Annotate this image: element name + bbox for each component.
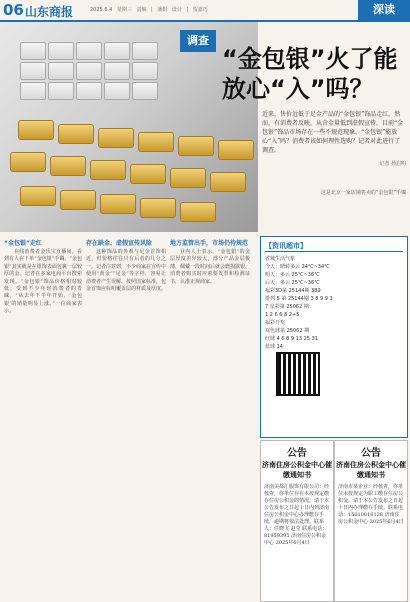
info-line: 7 星彩第 25062 期： bbox=[265, 304, 314, 310]
info-line: 福彩3D第 25144期 389 bbox=[265, 288, 321, 294]
info-line: 明天：多云 25℃~36℃ bbox=[265, 272, 320, 278]
ad-subtitle: 济南住房公积金中心催缴通知书 bbox=[336, 461, 406, 479]
column-text-3: 业内人士表示，“金包银”的金层厚度差异较大，部分产品金层极薄，佩戴一段时间后就会磨损露银。消费者购买时应索要发票和检测证书，认准正规商家。 bbox=[170, 249, 251, 285]
subhead-1: “金包银”走红 bbox=[4, 240, 42, 247]
article-author: 记者 孙启明 bbox=[379, 161, 406, 167]
section-label: 深读 bbox=[358, 0, 410, 20]
info-line: 双色球第 25062 期 bbox=[265, 328, 310, 334]
article-column-3 bbox=[170, 238, 250, 598]
ad-body: 济南市某企业：经核查，你单位未按规定为职工缴存住房公积金。请于本公告发布之日起十日内办理缴存手续。联系电话：15010016128 济南住房公积金中心 2025年6月4日 bbox=[338, 484, 404, 525]
article-column-1 bbox=[4, 238, 82, 598]
info-line: 后天：多云 25℃~36℃ bbox=[265, 280, 320, 286]
photo-caption: 这是北京一家店铺售卖的“金包银”手镯 bbox=[320, 190, 406, 196]
article-deck: 近来，售价远低于足金产品的“金包银”饰品走红。然而，有消费者反映，从含金量低到虚假宣传，目前“金包银”饰品市场存在一些不规范现象。“金包银”能放心“入”吗？消费者该如何理性选购？记者对此进行了调查。 bbox=[262, 111, 404, 154]
column-text-2: 这种饰品的外观与足金首饰相近，但价格往往只有后者的几分之一。记者注意到，不少商家在宣传中使用“黄金”“足金”等字样，容易让消费者产生误解。按照国家标准，包金首饰应标明覆盖层的材质及厚度。 bbox=[86, 249, 167, 293]
info-line: 今天：晴转多云 24℃~34℃ bbox=[265, 264, 330, 270]
info-box-title: 【资讯超市】 bbox=[265, 241, 403, 252]
column-text-1: 在线消费者金乐宝直播间，看到有人在下单“金包银”手镯。“金包银”其实就是在银饰表面包裹一层较厚的金。记者在多家电商平台搜索发现，“金包银”饰品价格相对较低，受到不少年轻消费者的青睐。“从去年下半年开始，‘金包银’的销量明显上涨。”一位商家表示。 bbox=[4, 249, 82, 315]
ad-title: 公告 bbox=[361, 448, 381, 459]
page-meta: 2025.6.4 星期三 责编 | 潘娟 设计 | 贺嘉巧 bbox=[90, 7, 208, 13]
info-box bbox=[260, 236, 408, 438]
info-line: 省城生活气象 bbox=[265, 256, 296, 262]
ad-title: 公告 bbox=[287, 448, 307, 459]
masthead-bar bbox=[0, 0, 410, 22]
article-tag: 调查 bbox=[180, 30, 216, 52]
info-line: 1 2 6 6 8 2+5 bbox=[265, 312, 300, 318]
subhead-3: 地方监管出手，市场仍待规范 bbox=[170, 240, 249, 247]
article-headline: “金包银”火了能放心“入”吗？ bbox=[222, 45, 398, 103]
info-line: 红球 4 6 8 9 13 25 31 bbox=[265, 336, 318, 342]
page-name: 山东商报 bbox=[25, 5, 74, 19]
page-number: 06 bbox=[3, 1, 24, 19]
info-line: 排列 5 第 25144期 3 8 9 9 3 bbox=[265, 296, 333, 302]
info-line: 蓝球 14 bbox=[265, 344, 283, 350]
article-photo bbox=[0, 22, 258, 232]
subhead-2: 存在缺金、虚假宣传风险 bbox=[86, 240, 153, 247]
notice-ad-1 bbox=[260, 440, 334, 602]
ad-body: 济南美都汇服饰有限公司：经核查，你单位存在未按规定缴存住房公积金的情况。请于本公告发布之日起十日内到济南住房公积金中心办理缴存手续，逾期将依法处理。联系人：任晓飞 赵莹 联系电话：81959395 济南住房公积金中心 2025年6月4日 bbox=[264, 484, 330, 546]
info-line: 福彩开奖 bbox=[265, 320, 286, 326]
ad-subtitle: 济南住房公积金中心催缴通知书 bbox=[262, 461, 332, 479]
qr-code bbox=[276, 352, 320, 396]
notice-ad-2 bbox=[334, 440, 408, 602]
article-column-2 bbox=[86, 238, 166, 598]
